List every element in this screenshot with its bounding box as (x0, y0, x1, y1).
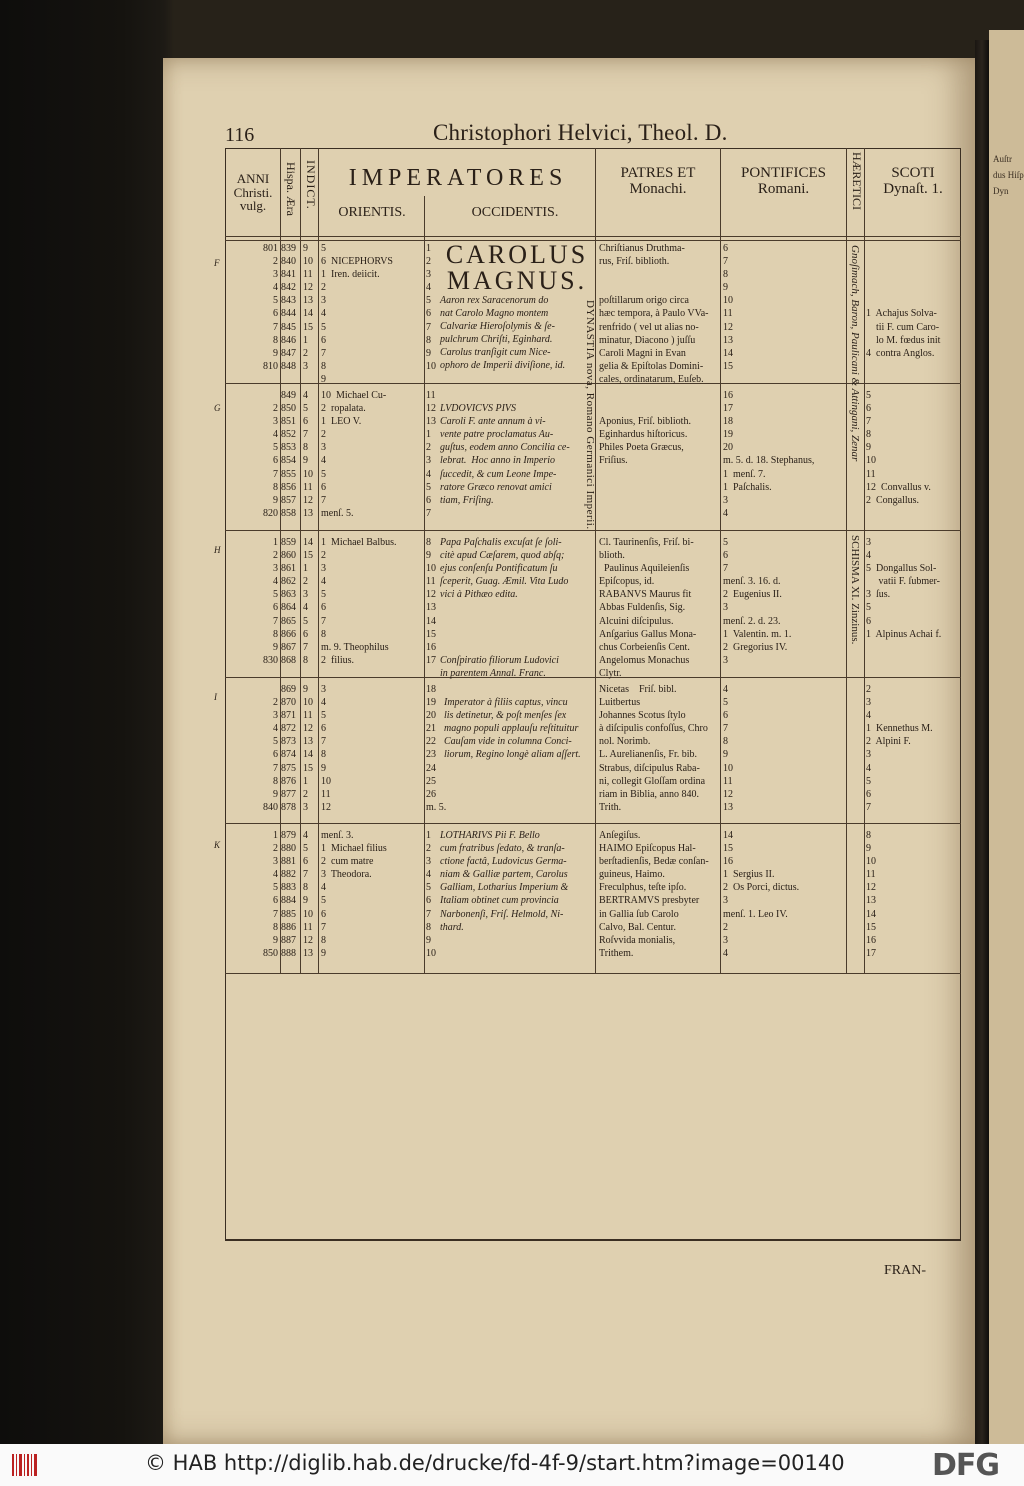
col-rule (424, 196, 425, 973)
pontif-column: 16 17 18 19 20 m. 5. d. 18. Stephanus, 1 menſ. 7. 1 Paſchalis. 3 4 (723, 390, 815, 519)
book-gutter (975, 40, 989, 1444)
header-orientis: ORIENTIS. (338, 205, 406, 220)
header-hispa: Hispa. Æra (284, 162, 298, 216)
years-column: 801 2 3 4 5 6 7 8 9 810 (263, 243, 278, 372)
era-column: 879 880 881 882 883 884 885 886 887 888 (281, 830, 296, 959)
orient-column: 5 6 NICEPHORVS 1 Iren. deiicit. 2 3 4 5 6 7 8 9 (321, 243, 393, 385)
dfg-logo: DFG (932, 1448, 1000, 1483)
indict-column: 4 5 6 7 8 9 10 11 12 13 (303, 390, 313, 519)
patres-text: Nicetas Friſ. bibl. Luitbertus Johannes Scotus ſtylo à diſcipulis confoſſus, Chro nol. Norimb. L. Aurelianenſis, Fr. bib. Strabus, diſcipulus Raba- ni, collegit Gloſſam ordina riam in Biblia, anno 840. Trith. (599, 684, 708, 813)
bottom-rule (225, 1240, 961, 1241)
viewer-footer (0, 1444, 1024, 1486)
block-rule (225, 530, 961, 531)
margin-letter: K (214, 840, 221, 850)
header-indict: INDICT. (304, 160, 318, 210)
patres-text: Aponius, Friſ. biblioth. Eginhardus hiſtoricus. Philes Poeta Græcus, Friſius. (599, 416, 691, 467)
occident-text: Papa Paſchalis excuſat ſe ſoli- citè apud Cæſarem, quod abſq; ejus conſenſu Pontificatum ſu ſceperit, Guag. Æmil. Vita Ludo vici à Pithæo edita. Conſpiratio filiorum Ludovici in parentem Annal. Franc. (440, 537, 569, 679)
era-column: 869 870 871 872 873 874 875 876 877 878 (281, 684, 296, 813)
margin-letter: H (214, 545, 221, 555)
orient-column: 10 Michael Cu- 2 ropalata. 1 LEO V. 2 3 4 5 6 7 menſ. 5. (321, 390, 387, 519)
occident-numbers: 11 12 13 1 2 3 4 5 6 7 (426, 390, 436, 519)
pontif-column: 14 15 16 1 Sergius II. 2 Os Porci, dictus. 3 menſ. 1. Leo IV. 2 3 4 (723, 830, 800, 959)
years-column: 1 2 3 4 5 6 7 8 9 850 (263, 830, 278, 959)
col-rule (846, 148, 847, 973)
era-column: 839 840 841 842 843 844 845 846 847 848 (281, 243, 296, 372)
indict-column: 9 10 11 12 13 14 15 1 2 3 (303, 684, 313, 813)
indict-column: 14 15 1 2 3 4 5 6 7 8 (303, 537, 313, 666)
margin-letter: F (214, 258, 220, 268)
heretics-note: Gnoſimach, Baron, Paulicani & Attingani, Zenar (849, 245, 861, 462)
occident-numbers: 1 2 3 4 5 6 7 8 9 10 (426, 243, 436, 372)
schisma-note: SCHISMA XI. Zinzinus. (849, 535, 861, 645)
page-number: 116 (225, 124, 255, 146)
pontif-column: 6 7 8 9 10 11 12 13 14 15 (723, 243, 733, 372)
header-pontifices: PONTIFICES Romani. (740, 165, 826, 197)
years-column: 1 2 3 4 5 6 7 8 9 830 (263, 537, 278, 666)
patres-text: Chriſtianus Druthma- rus, Friſ. biblioth. poſtillarum origo circa hæc tempora, à Paulo VVa- renfrido ( vel ut alias no- minatur, Diacono ) juſſu Caroli Magni in Evan gelia & Epiſtolas Domini- cales, ordinatarum, Euſeb. (599, 243, 709, 385)
orient-column: menſ. 3. 1 Michael filius 2 cum matre 3 Theodora. 4 5 6 7 8 9 (321, 830, 387, 959)
dynasty-note: DYNASTIA nova, Romano Germanici Imperii. (584, 300, 596, 530)
years-column: 2 3 4 5 6 7 8 9 840 (263, 697, 278, 813)
indict-column: 4 5 6 7 8 9 10 11 12 13 (303, 830, 313, 959)
col-rule (720, 148, 721, 973)
scoti-column: 2 3 4 1 Kennethus M. 2 Alpini F. 3 4 5 6 7 (866, 684, 933, 813)
header-patres: PATRES ET Monachi. (620, 165, 696, 197)
margin-letter: I (214, 692, 217, 702)
occident-numbers: 1 2 3 4 5 6 7 8 9 10 (426, 830, 436, 959)
header-anni: ANNI Christi. vulg. (233, 171, 273, 214)
col-rule (595, 148, 596, 973)
facing-page-edge: Auſtr dus Hiſp Dyn (989, 30, 1024, 1444)
block-rule (225, 823, 961, 824)
scoti-column: 3 4 5 Dongallus Sol- vatii F. ſubmer- 3 ſus. 5 6 1 Alpinus Achai f. (866, 537, 942, 640)
margin-letter: G (214, 403, 221, 413)
era-column: 849 850 851 852 853 854 855 856 857 858 (281, 390, 296, 519)
block-rule (225, 973, 961, 974)
occident-numbers: 18 19 20 21 22 23 24 25 26 m. 5. (426, 684, 447, 813)
era-column: 859 860 861 862 863 864 865 866 867 868 (281, 537, 296, 666)
col-rule (318, 148, 319, 973)
scoti-column: 8 9 10 11 12 13 14 15 16 17 (866, 830, 876, 959)
header-scoti: SCOTI Dynaſt. 1. (883, 165, 943, 197)
occident-numbers: 8 9 10 11 12 13 14 15 16 17 (426, 537, 436, 666)
years-column: 2 3 4 5 6 7 8 9 820 (263, 403, 278, 519)
catchword: FRAN- (884, 1263, 927, 1278)
barcode-icon (10, 1450, 40, 1480)
occident-text: LVDOVICVS PIVS Caroli F. ante annum à vi- vente patre proclamatus Au- guſtus, eodem anno Concilia ce- lebrat. Hoc anno in Imperio ſuccedit, & cum Leone Impe- ratore Græco renovat amici tiam, Friſing. (440, 403, 570, 506)
orient-column: 1 Michael Balbus. 2 3 4 5 6 7 8 m. 9. Theophilus 2 filius. (321, 537, 397, 666)
col-rule (864, 148, 865, 973)
indict-column: 9 10 11 12 13 14 15 1 2 3 (303, 243, 313, 372)
scoti-column: 1 Achajus Solva- tii F. cum Caro- lo M. fœdus init 4 contra Anglos. (866, 308, 941, 359)
scoti-column: 5 6 7 8 9 10 11 12 Convallus v. 2 Congallus. (866, 390, 931, 506)
source-link[interactable]: © HAB http://diglib.hab.de/drucke/fd-4f-9/start.htm?image=00140 (145, 1451, 845, 1475)
header-haeretici: HÆRETICI (850, 152, 864, 210)
header-occidentis: OCCIDENTIS. (471, 205, 559, 220)
patres-text: Cl. Taurinenſis, Friſ. bi- blioth. Paulinus Aquileienſis Epiſcopus, id. RABANVS Maurus fit Abbas Fuldenſis, Sig. Alcuini diſcipulus. Anſgarius Gallus Mona- chus Corbeienſis Cent. Angelomus Monachus Clytr. (599, 537, 697, 679)
block-rule (225, 677, 961, 678)
header-rule (225, 236, 961, 237)
occident-text: LOTHARIVS Pii F. Bello cum fratribus ſedato, & tranſa- ctione factâ, Ludovicus Germa- niam & Galliæ partem, Carolus Galliam, Lotharius Imperium & Italiam obtinet cum provincia Narbonenſi, Friſ. Helmold, Ni- thard. (440, 830, 569, 933)
patres-text: Anſegiſus. HAIMO Epiſcopus Hal- berſtadienſis, Bedæ conſan- guineus, Haimo. Freculphus, teſte ipſo. BERTRAMVS presbyter in Gallia ſub Carolo Calvo, Bal. Centur. Roſvvida monialis, Trithem. (599, 830, 709, 959)
pontif-column: 4 5 6 7 8 9 10 11 12 13 (723, 684, 733, 813)
col-rule (300, 148, 301, 973)
pontif-column: 5 6 7 menſ. 3. 16. d. 2 Eugenius II. 3 menſ. 2. d. 23. 1 Valentin. m. 1. 2 Gregorius IV. 3 (723, 537, 792, 666)
running-title: Christophori Helvici, Theol. D. (433, 120, 728, 145)
occident-text: Imperator à filiis captus, vincu lis detinetur, & poſt menſes ſex magno populi applauſu reſtituitur Cauſam vide in columna Conci- liorum, Regino longè aliam aſſert. (444, 697, 581, 761)
occident-text: Aaron rex Saracenorum do nat Carolo Magno montem Calvariæ Hieroſolymis & ſe- pulchrum Chriſti, Eginhard. Carolus tranſigit cum Nice- ophoro de Imperii diviſione, id. (440, 295, 566, 372)
header-rule (225, 240, 961, 241)
orient-column: 3 4 5 6 7 8 9 10 11 12 (321, 684, 331, 813)
carolus-magnus-title: CAROLUS MAGNUS. (445, 240, 589, 295)
header-imperatores: IMPERATORES (348, 165, 568, 191)
